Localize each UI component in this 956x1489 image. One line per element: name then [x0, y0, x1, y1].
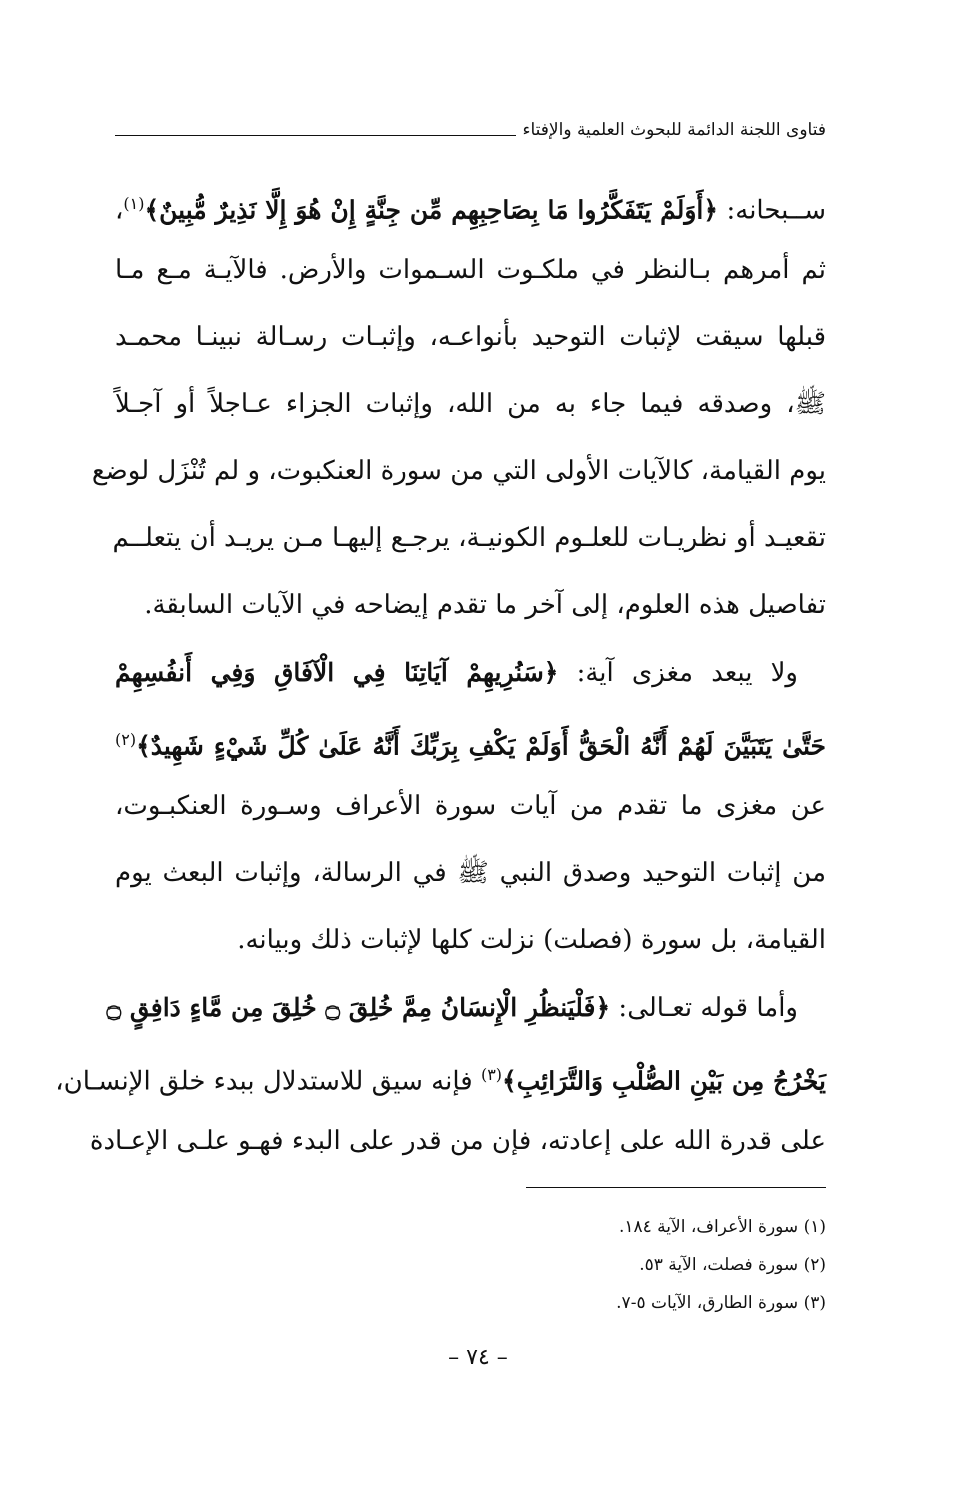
line-text: وأما قوله تعـالى:	[610, 993, 798, 1023]
footnote-separator	[526, 1187, 826, 1188]
text-line-5: يوم القيامة، كالآيات الأولى التي من سورة العنكبوت، و لم تُنْزَل لوضع	[91, 456, 826, 486]
text-line-10: عن مغزى ما تقدم من آيات سورة الأعراف وسـورة العنكبـوت،	[115, 791, 826, 821]
header-title: فتاوى اللجنة الدائمة للبحوث العلمية والإفتاء	[522, 120, 826, 140]
quran-verse: ﴿فَلْيَنظُرِ الْإِنسَانُ مِمَّ خُلِقَ ۝ خُلِقَ مِن مَّاءٍ دَافِقٍ ۝	[106, 993, 611, 1022]
text-line-15: على قدرة الله على إعادته، فإن من قدر على البدء فهـو علـى الإعـادة	[89, 1126, 826, 1156]
quran-verse: ﴿أَوَلَمْ يَتَفَكَّرُوا مَا بِصَاحِبِهِم مِّن جِنَّةٍ إِنْ هُوَ إِلَّا نَذِيرٌ مُّبِينٌ﴾	[144, 195, 719, 225]
footnotes	[115, 1208, 826, 1322]
text-line-3: قبلها سيقت لإثبات التوحيد بأنواعـه، وإثبـات رسـالة نبينـا محمـد	[115, 322, 826, 352]
quran-verse: يَخْرُجُ مِن بَيْنِ الصُّلْبِ وَالتَّرَائِبِ﴾	[502, 1066, 826, 1096]
footnote-ref: (٢)	[115, 730, 137, 749]
footnote-2: (٢) سورة فصلت، الآية ٥٣.	[639, 1255, 826, 1275]
text-line-13	[106, 974, 826, 1041]
footnote-ref: (١)	[123, 194, 145, 213]
main-text	[55, 170, 826, 1175]
text-line-9	[115, 706, 826, 773]
text-line-7: تفاصيل هذه العلوم، إلى آخر ما تقدم إيضاحه في الآيات السابقة.	[144, 590, 826, 620]
text-line-12: القيامة، بل سورة (فصلت) نزلت كلها لإثبات ذلك وبيانه.	[237, 925, 826, 955]
footnote-1: (١) سورة الأعراف، الآية ١٨٤.	[618, 1217, 826, 1237]
text-line-8	[115, 639, 826, 706]
line-text: فإنه سيق للاستدلال ببدء خلق الإنسـان،	[55, 1066, 481, 1097]
text-line-14	[55, 1041, 826, 1108]
text-line-6: تقعيـد أو نظريـات للعلـوم الكونيـة، يرجـع إليهـا مـن يريـد أن يتعلــم	[112, 523, 826, 553]
page-number: – ٧٤ –	[448, 1345, 508, 1370]
text-line-1	[115, 170, 826, 237]
header-rule	[115, 135, 516, 136]
line-text: ولا يبعد مغزى آية:	[558, 658, 798, 688]
footnote-ref: (٣)	[480, 1065, 503, 1084]
quran-verse: حَتَّىٰ يَتَبَيَّنَ لَهُمْ أَنَّهُ الْحَقُّ أَوَلَمْ يَكْفِ بِرَبِّكَ أَنَّهُ عَلَىٰ كُلِّ شَيْءٍ شَهِيدٌ﴾	[136, 731, 826, 761]
running-header	[115, 108, 826, 142]
line-text: ،	[115, 195, 124, 226]
text-line-11: من إثبات التوحيد وصدق النبي ﷺ في الرسالة، وإثبات البعث يوم	[115, 858, 826, 888]
footnote-3: (٣) سورة الطارق، الآيات ٥-٧.	[616, 1293, 826, 1313]
text-line-4: ﷺ، وصدقه فيما جاء به من الله، وإثبات الجزاء عـاجلاً أو آجـلاً	[115, 389, 826, 419]
quran-verse: ﴿سَنُرِيهِمْ آيَاتِنَا فِي الْآفَاقِ وَفِي أَنفُسِهِمْ	[115, 658, 559, 687]
line-text: ســبحانه:	[718, 195, 826, 226]
text-line-2: ثم أمرهم بـالنظر في ملكـوت السـموات والأرض. فالآيـة مـع مـا	[115, 255, 826, 285]
